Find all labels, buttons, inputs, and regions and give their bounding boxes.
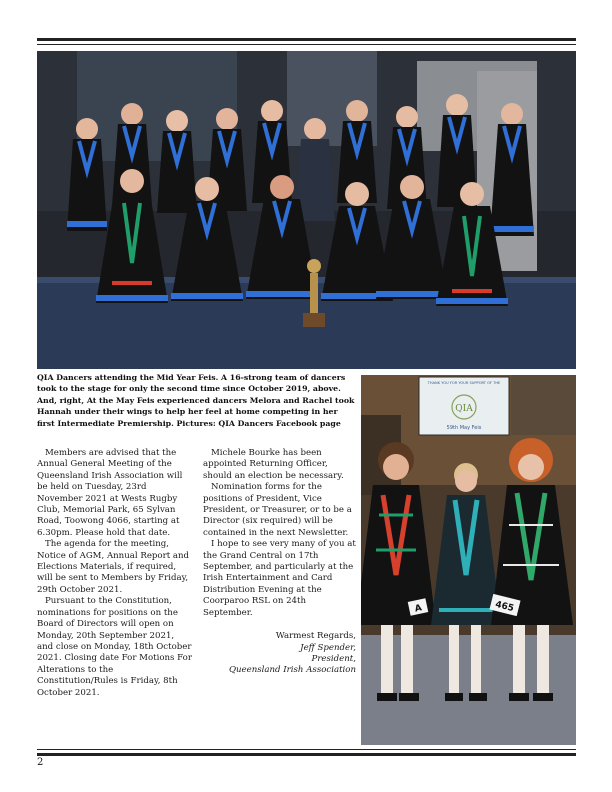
body-column-1 xyxy=(37,448,192,699)
side-photo-illustration xyxy=(361,375,576,745)
body-column-2 xyxy=(203,448,356,677)
paragraph-returning-officer: Michele Bourke has been appointed Returning Officer, should an election be necessary. xyxy=(203,448,344,481)
paragraph-agenda: The agenda for the meeting, Notice of AGM, Annual Report and Elections Materials, if required, will be sent to Members by Friday, 29th October 2021. xyxy=(37,539,190,595)
signoff-name: Jeff Spender, xyxy=(300,642,356,653)
bottom-rule xyxy=(37,749,576,756)
side-photo xyxy=(361,375,576,745)
group-photo-illustration xyxy=(37,51,576,369)
paragraph-nominations: Pursuant to the Constitution, nominations for positions on the Board of Directors will open on Monday, 20th September 2021, and close on Monday, 18th October 2021. Closing date For Motions For Alterations to the Constitution/Rules is Friday, 8th October 2021. xyxy=(37,596,192,698)
banner-line-1: THANK YOU FOR YOUR SUPPORT OF THE xyxy=(427,381,501,385)
group-photo xyxy=(37,51,576,369)
signoff-title: President, xyxy=(311,653,356,664)
signoff-closing: Warmest Regards, xyxy=(275,631,356,642)
paragraph-nomination-forms: Nomination forms for the positions of President, Vice President, or Treasurer, or to be a Director (six required) will be contained in the next Newsletter. xyxy=(203,482,352,538)
competitor-number-right: 465 xyxy=(494,599,515,615)
paragraph-agm-notice: Members are advised that the Annual General Meeting of the Queensland Irish Association will be held on Tuesday, 23rd November 2021 at Wests Rugby Club, Memorial Park, 65 Sylvan Road, Toowong 4066, starting at 6.30pm. Please hold that date. xyxy=(37,448,183,538)
signoff-org: Queensland Irish Association xyxy=(228,665,356,676)
banner-logo: QIA xyxy=(455,404,473,414)
photo-caption: QIA Dancers attending the Mid Year Feis. A 16-strong team of dancers took to the stage for only the second time since October 2019, above. And, right, At the May Feis experienced dancers Melora and Rachel took Hannah under their wings to help her feel at home competing in her first Intermediate Premiership. Pictures: QIA Dancers Facebook page xyxy=(37,373,355,428)
banner-screen xyxy=(419,377,509,435)
banner-line-2: 59th May Feis xyxy=(446,425,482,431)
paragraph-events: I hope to see very many of you at the Grand Central on 17th September, and particularly at the Irish Entertainment and Card Distribution Evening at the Coorparoo RSL on 24th September. xyxy=(203,539,356,618)
page-number: 2 xyxy=(37,757,44,768)
signoff xyxy=(203,631,356,677)
top-rule xyxy=(37,38,576,45)
competitor-number-left: A xyxy=(413,603,423,615)
